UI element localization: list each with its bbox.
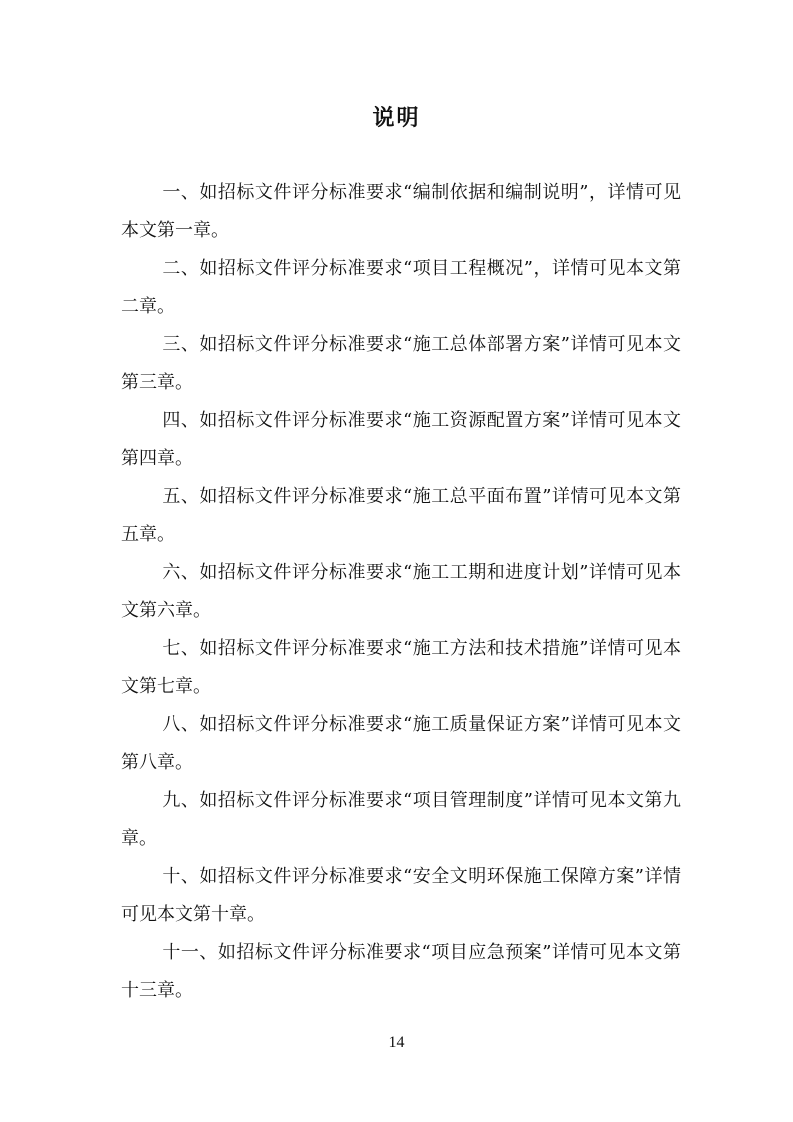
page-title: 说明 [372,105,421,131]
page-number: 14 [388,1034,405,1051]
paragraph-1: 一、如招标文件评分标准要求“编制依据和编制说明”，详情可见本文第一章。 [121,182,681,241]
paragraph-9: 九、如招标文件评分标准要求“项目管理制度”详情可见本文第九章。 [121,790,681,849]
paragraph-4: 四、如招标文件评分标准要求“施工资源配置方案”详情可见本文第四章。 [121,410,681,469]
paragraph-8: 八、如招标文件评分标准要求“施工质量保证方案”详情可见本文第八章。 [121,714,681,773]
paragraph-7: 七、如招标文件评分标准要求“施工方法和技术措施”详情可见本文第七章。 [121,638,681,697]
document-body [121,174,681,1010]
paragraph-2: 二、如招标文件评分标准要求“项目工程概况”，详情可见本文第二章。 [121,258,681,317]
paragraph-11: 十一、如招标文件评分标准要求“项目应急预案”详情可见本文第十三章。 [121,942,681,1001]
paragraph-3: 三、如招标文件评分标准要求“施工总体部署方案”详情可见本文第三章。 [121,334,681,393]
paragraph-6: 六、如招标文件评分标准要求“施工工期和进度计划”详情可见本文第六章。 [121,562,681,621]
paragraph-5: 五、如招标文件评分标准要求“施工总平面布置”详情可见本文第五章。 [121,486,681,545]
paragraph-10: 十、如招标文件评分标准要求“安全文明环保施工保障方案”详情可见本文第十章。 [121,866,681,925]
